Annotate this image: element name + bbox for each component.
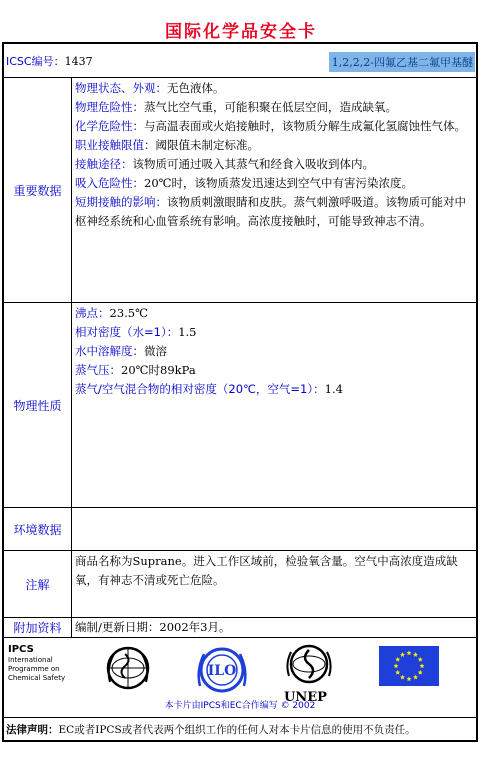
physical-item: 沸点：23.5℃ [75, 306, 148, 320]
unep-emblem-icon [285, 642, 333, 688]
section-label-notes: 注解 [4, 551, 72, 617]
section-label-environment: 环境数据 [4, 508, 72, 550]
who-emblem-icon [102, 642, 154, 694]
section-label-important: 重要数据 [4, 78, 72, 302]
legal-disclaimer [6, 722, 416, 737]
icsc-header [4, 44, 476, 78]
legal-key: 法律声明： [6, 724, 59, 736]
icsc-value: 1437 [64, 55, 93, 68]
important-data-body [72, 78, 476, 302]
important-item: 接触途径：该物质可通过吸入其蒸气和经食入吸收到体内。 [75, 157, 374, 171]
footer-credit: 本卡片由IPCS和EC合作编写 © 2002 [164, 701, 316, 711]
additional-info-section [4, 618, 476, 638]
unep-label: UNEP [284, 690, 327, 705]
important-item: 物理状态、外观：无色液体。 [75, 81, 225, 95]
legal-text: EC或者IPCS或者代表两个组织工作的任何人对本卡片信息的使用不负责任。 [58, 724, 416, 736]
environment-body [72, 508, 476, 550]
physical-item: 水中溶解度：微溶 [75, 344, 167, 358]
footer-logos [4, 638, 476, 718]
ipcs-block: IPCS International Programme on Chemical Safety [8, 644, 66, 682]
important-item: 物理危险性：蒸气比空气重，可能积聚在低层空间，造成缺氧。 [75, 100, 397, 114]
important-item: 化学危险性：与高温表面或火焰接触时，该物质分解生成氟化氢腐蚀性气体。 [75, 119, 466, 133]
chemical-name[interactable]: 1,2,2,2-四氟乙基二氟甲基醚 [329, 52, 475, 72]
environment-section [4, 508, 476, 551]
additional-info-body: 编制/更新日期：2002年3月。 [75, 620, 231, 634]
physical-item: 蒸气/空气混合物的相对密度（20℃，空气=1）：1.4 [75, 382, 343, 396]
physical-properties-section [4, 303, 476, 508]
section-label-additional: 附加资料 [4, 618, 72, 637]
icsc-label: ICSC编号： [6, 55, 65, 68]
svg-text:ILO: ILO [207, 663, 237, 679]
icsc-number [6, 53, 93, 69]
safety-card [2, 42, 478, 742]
ipcs-title: IPCS [8, 644, 34, 655]
physical-item: 蒸气压：20℃时89kPa [75, 363, 196, 377]
notes-body: 商品名称为Suprane。进入工作区域前，检验氧含量。空气中高浓度造成缺氧，有神志不清或死亡危险。 [75, 554, 458, 587]
eu-flag-icon [379, 646, 439, 686]
important-item: 职业接触限值：阈限值未制定标准。 [75, 138, 259, 152]
important-item: 吸入危险性：20℃时，该物质蒸发迅速达到空气中有害污染浓度。 [75, 176, 413, 190]
card-title: 国际化学品安全卡 [165, 22, 317, 42]
important-item: 短期接触的影响：该物质刺激眼睛和皮肤。蒸气刺激呼吸道。该物质可能对中枢神经系统和心血管系统有影响。高浓度接触时，可能导致神志不清。 [75, 195, 466, 228]
notes-section [4, 551, 476, 618]
important-data-section [4, 78, 476, 303]
physical-properties-body [72, 303, 476, 507]
section-label-physical: 物理性质 [4, 303, 72, 507]
physical-item: 相对密度（水=1）：1.5 [75, 325, 197, 339]
ilo-emblem-icon [194, 642, 250, 698]
